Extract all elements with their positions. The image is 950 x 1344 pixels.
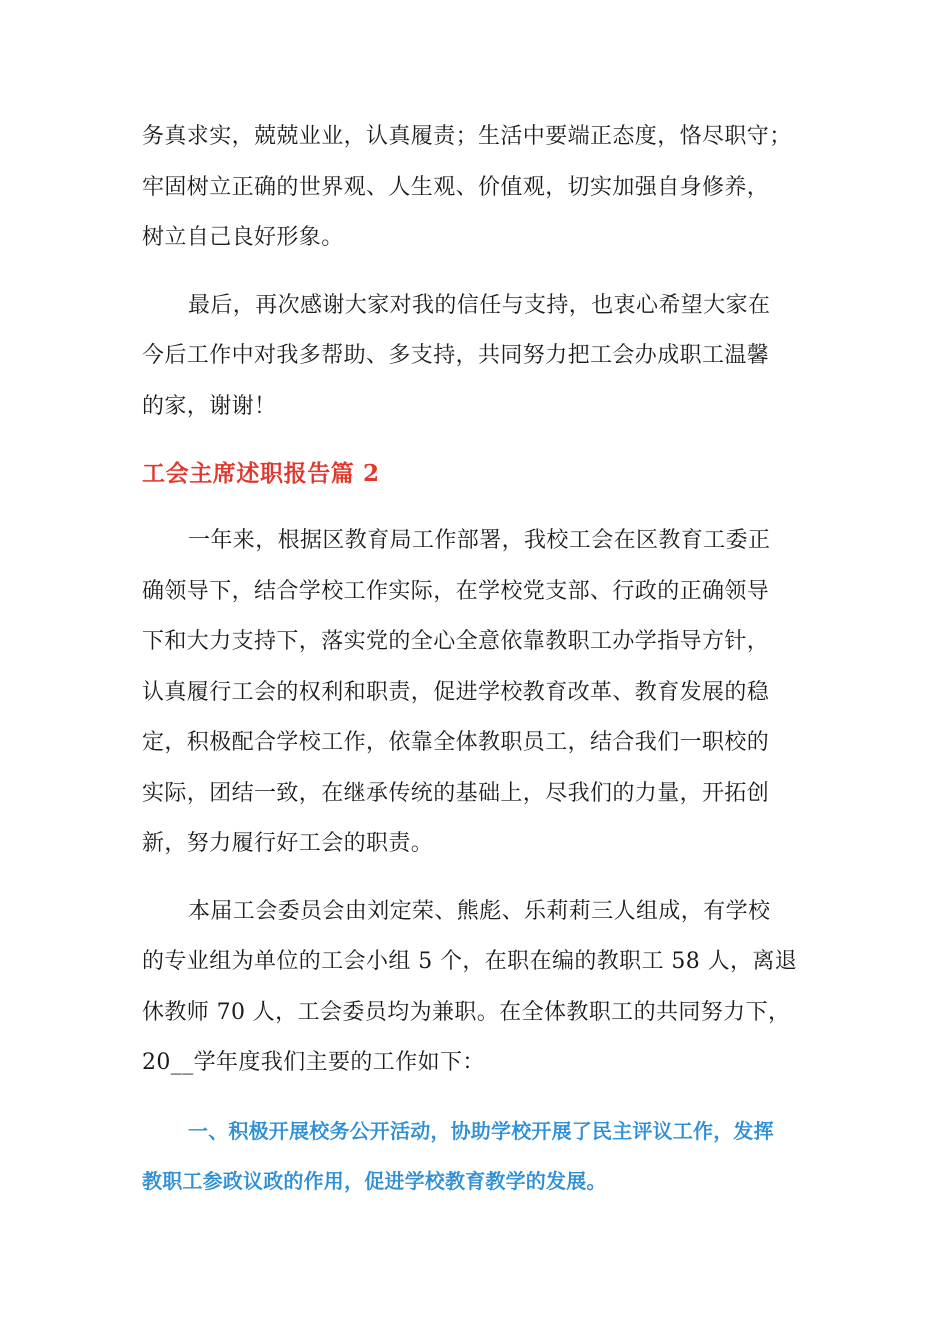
paragraph-gap xyxy=(142,432,810,449)
paragraph-gap xyxy=(142,1089,810,1106)
text-line: 教职工参政议政的作用，促进学校教育教学的发展。 xyxy=(142,1169,607,1193)
text-line: 休教师 70 人，工会委员均为兼职。在全体教职工的共同努力下， xyxy=(142,999,791,1025)
text-line: 本届工会委员会由刘定荣、熊彪、乐莉莉三人组成，有学校 xyxy=(188,898,771,924)
text-line: 实际，团结一致，在继承传统的基础上，尽我们的力量，开拓创 xyxy=(142,780,770,806)
text-line: 务真求实，兢兢业业，认真履责；生活中要端正态度，恪尽职守； xyxy=(142,124,792,149)
document-body xyxy=(142,112,810,1207)
text-line: 定，积极配合学校工作，依靠全体教职员工，结合我们一职校的 xyxy=(142,730,770,755)
paragraph-committee-members xyxy=(142,887,810,1089)
text-line: 最后，再次感谢大家对我的信任与支持，也衷心希望大家在 xyxy=(188,292,771,318)
paragraph-year-overview xyxy=(142,516,810,870)
paragraph-gap xyxy=(142,499,810,516)
text-line: 今后工作中对我多帮助、多支持，共同努力把工会办成职工温馨 xyxy=(142,343,770,368)
paragraph-gap xyxy=(142,264,810,281)
text-line: 20__学年度我们主要的工作如下： xyxy=(142,1050,485,1075)
section-title: 工会主席述职报告篇 2 xyxy=(142,460,380,487)
text-line: 确领导下，结合学校工作实际，在学校党支部、行政的正确领导 xyxy=(142,578,770,604)
text-line: 一年来，根据区教育局工作部署，我校工会在区教育工委正 xyxy=(188,528,771,553)
paragraph-gap xyxy=(142,870,810,887)
text-line: 牢固树立正确的世界观、人生观、价值观，切实加强自身修养， xyxy=(142,174,770,200)
subsection-heading xyxy=(142,1106,810,1207)
text-line: 一、积极开展校务公开活动，协助学校开展了民主评议工作，发挥 xyxy=(188,1118,774,1143)
text-line: 的家，谢谢！ xyxy=(142,393,277,419)
text-line: 新，努力履行好工会的职责。 xyxy=(142,831,434,856)
paragraph-closing-thanks xyxy=(142,281,810,433)
text-line: 的专业组为单位的工会小组 5 个，在职在编的教职工 58 人，离退 xyxy=(142,949,798,974)
text-line: 认真履行工会的权利和职责，促进学校教育改革、教育发展的稳 xyxy=(142,679,770,705)
text-line: 下和大力支持下，落实党的全心全意依靠教职工办学指导方针， xyxy=(142,629,770,654)
text-line: 树立自己良好形象。 xyxy=(142,225,344,250)
paragraph-continuation xyxy=(142,112,810,264)
